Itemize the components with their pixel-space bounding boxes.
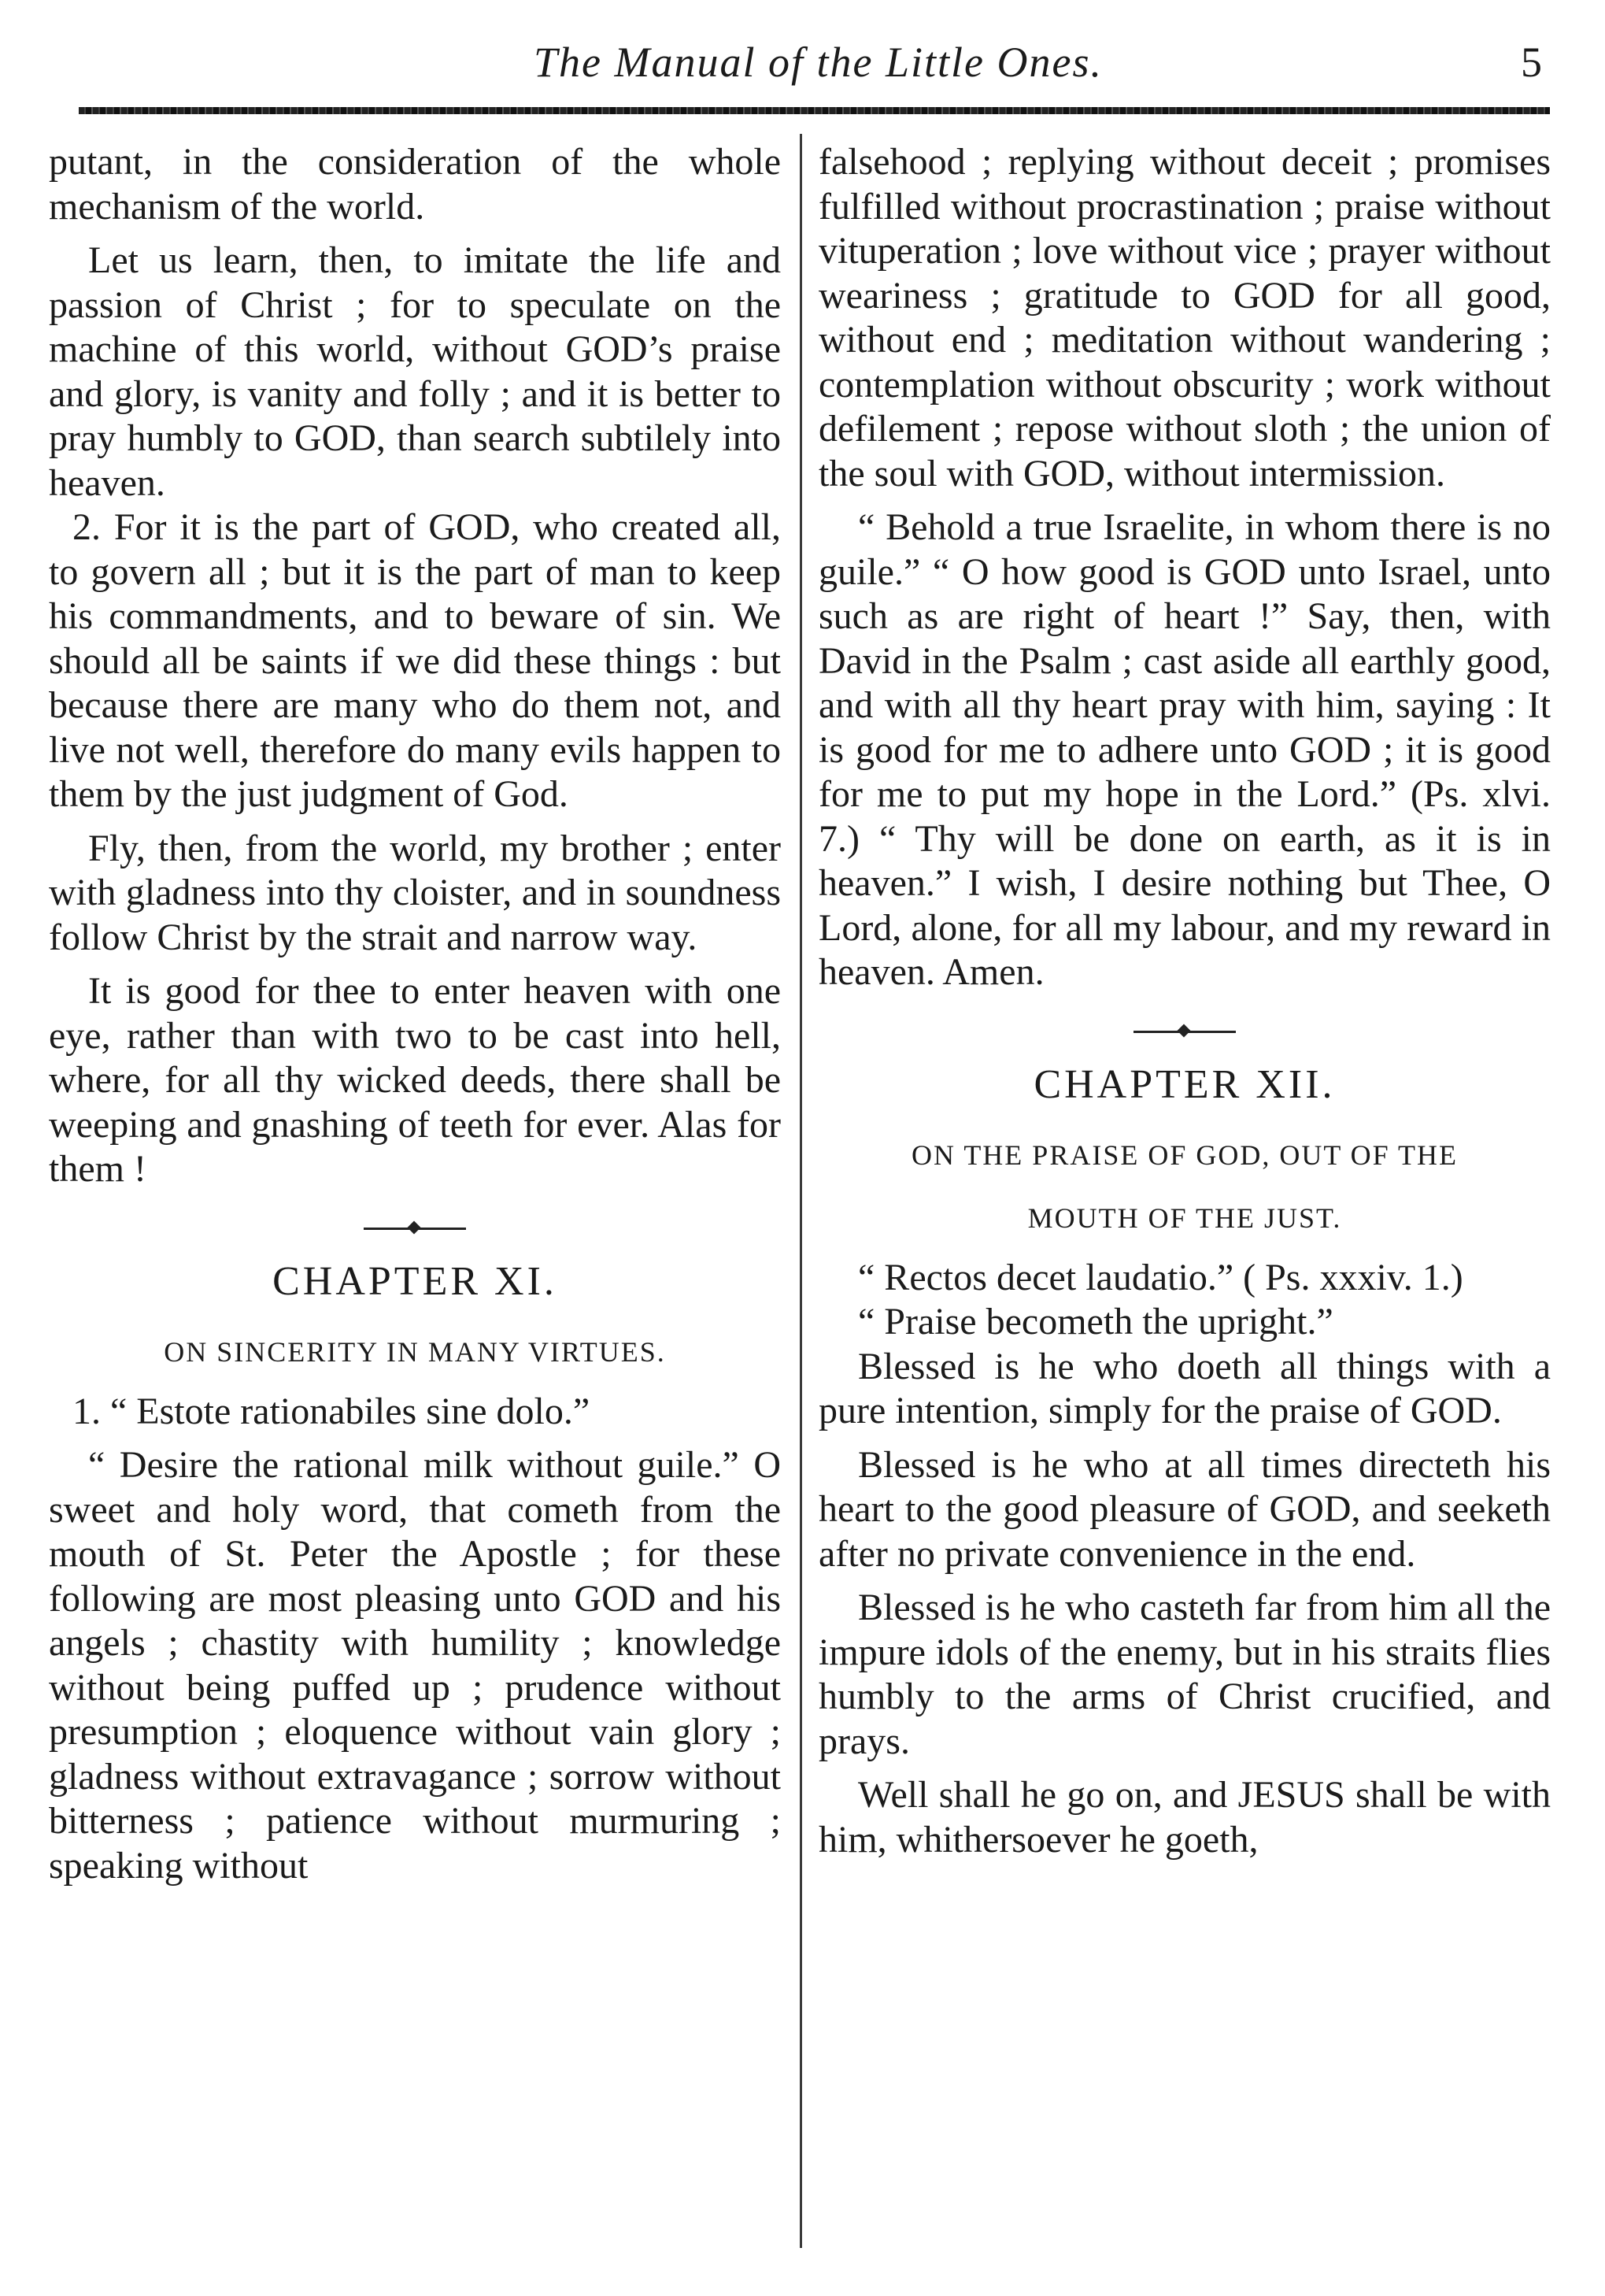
- running-title: The Manual of the Little Ones.: [534, 39, 1103, 86]
- paragraph: Fly, then, from the world, my brother ; enter with gladness into thy cloister, and in soundness follow Christ by the strait and narrow way.: [49, 827, 781, 958]
- header-rule: [79, 107, 1550, 114]
- chapter-title: CHAPTER XII.: [1034, 1061, 1336, 1107]
- chapter-title: CHAPTER XI.: [272, 1258, 557, 1304]
- paragraph: “ Desire the rational milk without guile.” O sweet and holy word, that cometh from the mouth of St. Peter the Apostle ; for these following are most pleasing unto GOD and his angels ; chastity with humility ; knowledge without being puffed up ; prudence without presumption ; eloquence without vain glory ; gladness without extravagance ; sorrow without bitterness ; patience without murmuring ; speaking without: [49, 1444, 781, 1887]
- paragraph: Blessed is he who casteth far from him all the impure idols of the enemy, but in his straits flies humbly to the arms of Christ crucified, and prays.: [819, 1587, 1551, 1762]
- paragraph: “ Praise becometh the upright.”: [858, 1301, 1333, 1342]
- running-head: [79, 38, 1558, 101]
- paragraph: putant, in the consideration of the whole mechanism of the world.: [49, 141, 781, 228]
- section-ornament: [364, 1220, 466, 1236]
- paragraph: falsehood ; replying without deceit ; promises fulfilled without procrastination ; praise without vituperation ; love without vice ; prayer without weariness ; gratitude to GOD for all good, without end ; meditation without wandering ; contemplation without obscurity ; work without defilement ; repose without sloth ; the union of the soul with GOD, without intermission.: [819, 141, 1551, 494]
- column-divider: [800, 134, 802, 2248]
- paragraph: Blessed is he who doeth all things with a pure intention, simply for the praise of GOD.: [819, 1345, 1551, 1431]
- right-column: [819, 140, 1551, 1862]
- paragraph: Well shall he go on, and JESUS shall be with him, whithersoever he goeth,: [819, 1774, 1551, 1861]
- paragraph: “ Rectos decet laudatio.” ( Ps. xxxiv. 1.): [858, 1256, 1463, 1298]
- paragraph: It is good for thee to enter heaven with one eye, rather than with two to be cast into hell, where, for all thy wicked deeds, there shall be weeping and gnashing of teeth for ever. Alas for them !: [49, 970, 781, 1190]
- chapter-subtitle: MOUTH OF THE JUST.: [1027, 1202, 1342, 1234]
- section-ornament: [1133, 1024, 1236, 1039]
- paragraph: Blessed is he who at all times directeth his heart to the good pleasure of GOD, and seeketh after no private convenience in the end.: [819, 1443, 1551, 1575]
- left-column: [49, 140, 781, 1888]
- paragraph: 2. For it is the part of GOD, who created all, to govern all ; but it is the part of man to keep his commandments, and to beware of sin. We should all be saints if we did these things : but because there are many who do them not, and live not well, therefore do many evils happen to them by the just judgment of God.: [49, 506, 781, 815]
- chapter-subtitle: ON SINCERITY IN MANY VIRTUES.: [164, 1335, 666, 1368]
- paragraph: “ Behold a true Israelite, in whom there is no guile.” “ O how good is GOD unto Israel, unto such as are right of heart !” Say, then, with David in the Psalm ; cast aside all earthly good, and with all thy heart pray with him, saying : It is good for me to adhere unto GOD ; it is good for me to put my hope in the Lord.” (Ps. xlvi. 7.) “ Thy will be done on earth, as it is in heaven.” I wish, I desire nothing but Thee, O Lord, alone, for all my labour, and my reward in heaven. Amen.: [819, 506, 1551, 993]
- chapter-subtitle: ON THE PRAISE OF GOD, OUT OF THE: [911, 1139, 1459, 1171]
- page-number: 5: [1521, 39, 1542, 86]
- paragraph: Let us learn, then, to imitate the life and passion of Christ ; for to speculate on the machine of this world, without GOD’s praise and glory, is vanity and folly ; and it is better to pray humbly to GOD, than search subtilely into heaven.: [49, 239, 781, 504]
- paragraph: 1. “ Estote rationabiles sine dolo.”: [72, 1390, 590, 1432]
